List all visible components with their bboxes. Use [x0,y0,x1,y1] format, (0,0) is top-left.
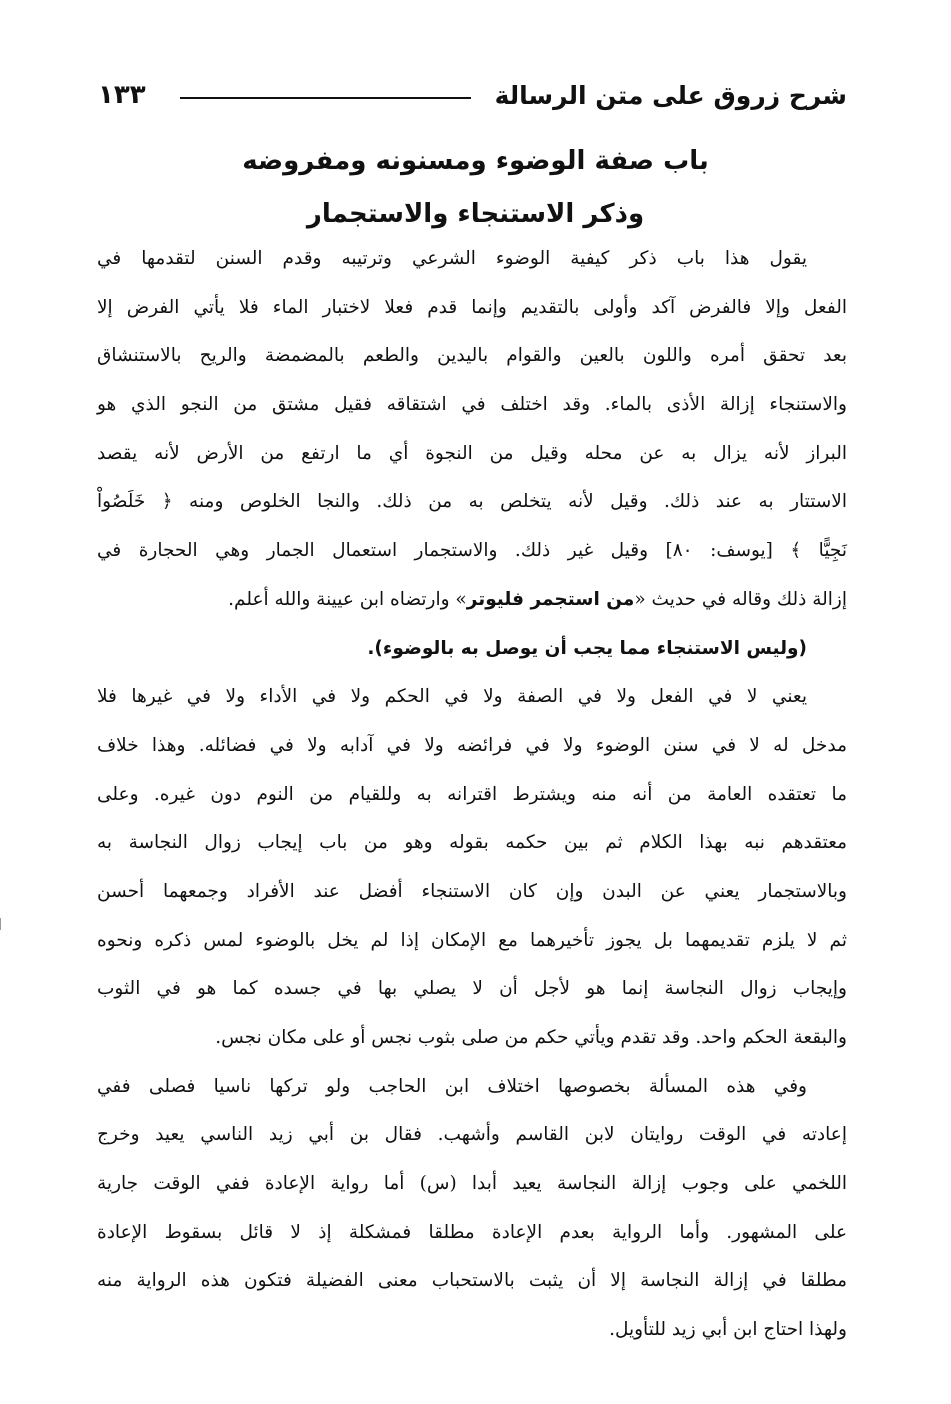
text-line: الفعل وإلا فالفرض آكد وأولى بالتقديم وإنما قدم فعلا لاختبار الماء فلا يأتي الفرض إلا [97,296,847,318]
text-line [97,576,847,625]
text-segment: » وارتضاه ابن عيينة والله أعلم. [228,588,467,610]
text-line: وبالاستجمار يعني عن البدن وإن كان الاستنجاء أفضل عند الأفراد وجمعهما أحسن [97,880,847,902]
text-line: يعني لا في الفعل ولا في الصفة ولا في الحكم ولا في الأداء ولا في غيرها فلا [97,686,807,708]
text-line: معتقدهم نبه بهذا الكلام ثم بين حكمه بقوله وهو من باب إيجاب زوال النجاسة به [97,832,847,854]
text-line: اللخمي على وجوب إزالة النجاسة يعيد أبدا (س) أما رواية الإعادة ففي الوقت جارية [97,1173,847,1195]
text-line: الاستتار به عند ذلك. وقيل لأنه يتخلص به من ذلك. والنجا الخلوص ومنه ﴿ خَلَصُواْ [97,491,847,513]
text-line: ثم لا يلزم تقديمهما بل يجوز تأخيرهما مع الإمكان إذا لم يخل بالوضوء لمس ذكره ونحوه [97,929,847,951]
text-line: وفي هذه المسألة بخصوصها اختلاف ابن الحاجب ولو تركها ناسيا فصلى ففي [97,1075,807,1097]
text-line: نَجِيًّا ﴾ [يوسف: ٨٠] وقيل غير ذلك. والاستجمار استعمال الجمار وهي الحجارة في [97,540,847,562]
text-line: مدخل له لا في سنن الوضوء ولا في فرائضه ولا في آدابه ولا في فضائله. وهذا خلاف [97,734,847,756]
text-line: على المشهور. وأما الرواية بعدم الإعادة مطلقا فمشكلة إذ لا قائل بسقوط الإعادة [97,1221,847,1243]
body-text [97,235,847,1355]
text-line: يقول هذا باب ذكر كيفية الوضوء الشرعي وترتيبه وقدم السنن لتقدمها في [97,248,807,269]
text-line: إعادته في الوقت روايتان لابن القاسم وأشهب. فقال بن أبي زيد الناسي يعيد وخرج [97,1124,847,1146]
text-line: والبقعة الحكم واحد. وقد تقدم ويأتي حكم من صلى بثوب نجس أو على مكان نجس. [215,1027,847,1048]
matn-heading: (وليس الاستنجاء مما يجب أن يوصل به بالوضوء). [367,637,807,659]
text-line: والاستنجاء إزالة الأذى بالماء. وقد اختلف في اشتقاقه فقيل مشتق من النجو الذي هو [97,394,847,416]
running-title: شرح زروق على متن الرسالة [494,80,847,110]
text-segment: إزالة ذلك وقاله في حديث « [634,588,847,610]
text-line: مطلقا في إزالة النجاسة إلا أن يثبت بالاستحباب معنى الفضيلة فتكون هذه الرواية منه [97,1270,847,1292]
chapter-title [110,135,841,241]
chapter-title-line-1: باب صفة الوضوء ومسنونه ومفروضه [242,146,709,176]
text-line: ولهذا احتاج ابن أبي زيد للتأويل. [609,1319,847,1341]
header-rule [180,97,471,99]
text-line: ما تعتقده العامة من أنه منه ويشترط اقترانه به وللقيام من النوم دون غيره. وعلى [97,783,847,805]
page-header [98,70,847,120]
margin-mark [0,918,5,930]
chapter-title-line-2: وذكر الاستنجاء والاستجمار [306,199,645,229]
text-line: بعد تحقق أمره واللون بالعين والقوام باليدين والطعم بالمضمضة والريح بالاستنشاق [97,345,847,367]
text-line: وإيجاب زوال النجاسة إنما هو لأجل أن لا يصلي بها في جسده كما هو في الثوب [97,978,847,1000]
text-line: البراز لأنه يزال به عن محله وقيل من النجوة أي ما ارتفع من الأرض لأنه يقصد [97,442,847,464]
hadith-quote: من استجمر فليوتر [466,588,635,610]
page-number: ١٣٣ [98,80,146,110]
